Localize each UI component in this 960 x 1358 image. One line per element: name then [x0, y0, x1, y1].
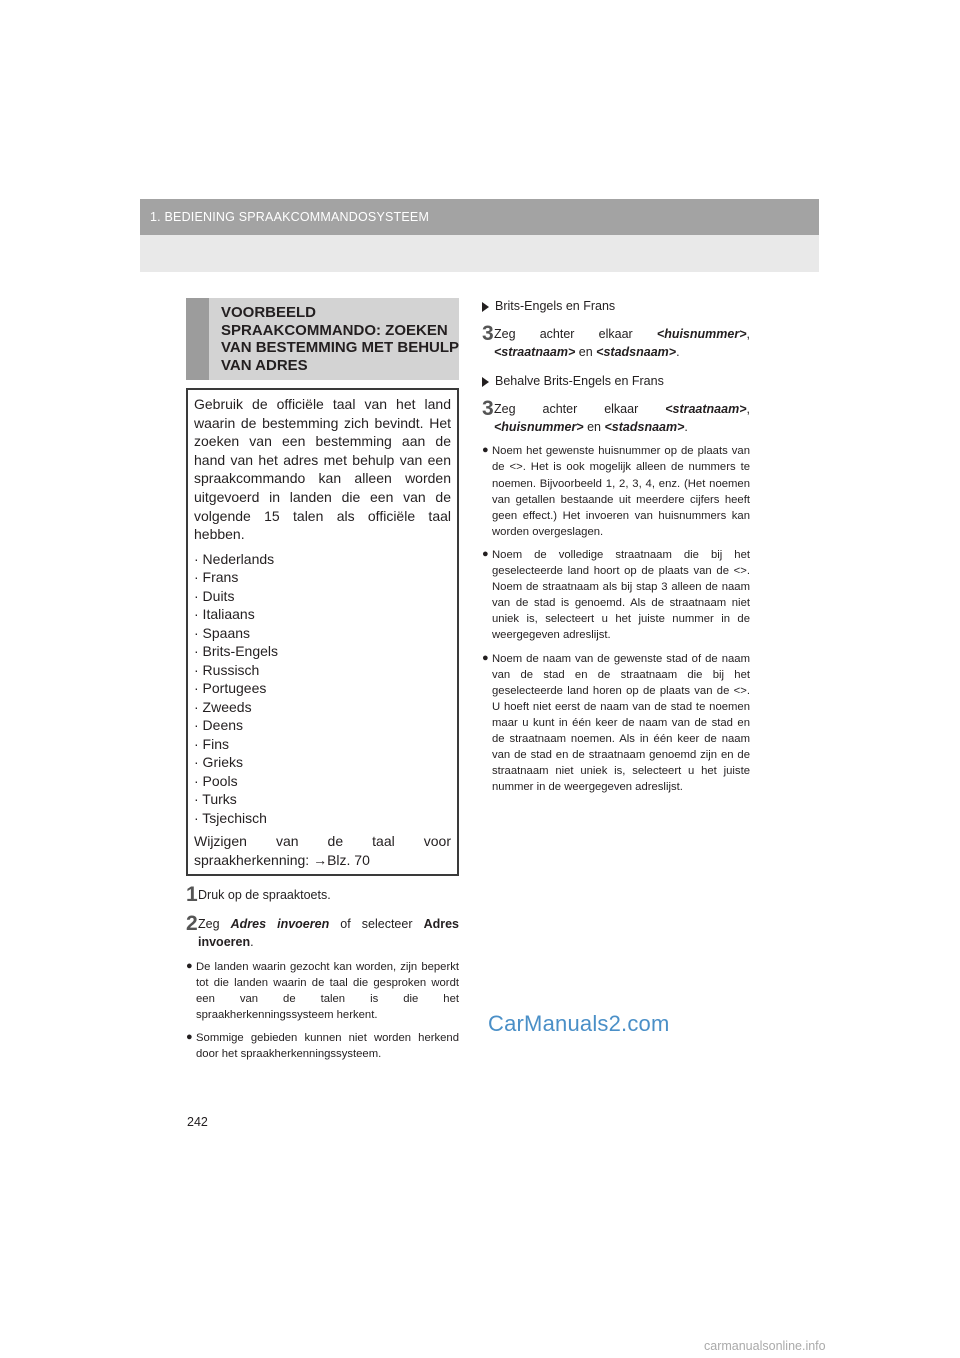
- step-number: 3: [482, 397, 494, 421]
- language-item: · Italiaans: [194, 606, 255, 623]
- section-heading: [186, 298, 459, 380]
- section-title: VOORBEELD SPRAAKCOMMANDO: ZOEKEN VAN BESTEMMING MET BEHULP VAN ADRES: [221, 304, 459, 374]
- watermark: CarManuals2.com: [488, 1011, 670, 1036]
- header-bar: [140, 199, 819, 235]
- section-heading-bar: [186, 298, 209, 380]
- step-text: [494, 399, 750, 436]
- language-list: [194, 550, 451, 828]
- step-text-part: Zeg: [198, 917, 231, 932]
- voice-command: Adres invoeren: [230, 917, 330, 932]
- step-number: 3: [482, 322, 494, 345]
- step-number: 2: [186, 912, 198, 936]
- language-item: · Fins: [194, 735, 229, 752]
- step-text-part: Zeg achter elkaar: [494, 402, 666, 417]
- button-reference: Adres invoeren: [198, 917, 459, 950]
- step-text: [198, 914, 459, 951]
- language-item: · Spaans: [194, 624, 251, 641]
- step-text-part: .: [250, 935, 254, 950]
- header-band: [140, 199, 819, 272]
- note-bullet: [482, 651, 750, 796]
- case-heading: [482, 373, 750, 390]
- step-text-part: of selecteer: [329, 917, 424, 932]
- bullet-icon: ●: [186, 959, 193, 972]
- language-item: · Grieks: [194, 754, 243, 771]
- language-item: · Nederlands: [194, 550, 275, 567]
- step-number: 1: [186, 883, 198, 907]
- page-number: 242: [187, 1115, 208, 1129]
- step-text-part: ,: [746, 402, 750, 417]
- step-text: [494, 324, 750, 361]
- right-column: [482, 298, 750, 795]
- note-bullet: [186, 1030, 459, 1062]
- language-item: · Deens: [194, 717, 244, 734]
- placeholder-term: <stadsnaam>: [596, 344, 677, 359]
- bullet-icon: ●: [482, 547, 489, 560]
- step-text: Druk op de spraaktoets.: [198, 888, 331, 903]
- step-text-part: .: [676, 344, 680, 359]
- left-column: [186, 298, 459, 1062]
- case-label: Behalve Brits-Engels en Frans: [495, 374, 664, 389]
- language-item: · Russisch: [194, 661, 260, 678]
- note-text: Noem de volledige straatnaam die bij het geselecteerde land hoort op de plaats van de <>. Noem de straatnaam als bij stap 3 alleen de naam van de stad is genoemd. Als de straatnaam niet uniek is, selecteert u het juiste nummer in de weergegeven adreslijst.: [492, 548, 750, 642]
- arrow-right-icon: [482, 302, 489, 312]
- note-text: Noem het gewenste huisnummer op de plaats van de <>. Het is ook mogelijk alleen de nummers te noemen. Bijvoorbeeld 1, 2, 3, 4, enz. (Het noemen van getallen bestaande uit meerdere cijfers heeft geen effect.) Het invoeren van huisnummers kan worden overgeslagen.: [492, 445, 750, 538]
- language-item: · Turks: [194, 791, 237, 808]
- bullet-icon: ●: [482, 444, 489, 457]
- step-3b: [482, 399, 750, 436]
- language-item: · Frans: [194, 569, 239, 586]
- step-text-part: .: [684, 419, 688, 434]
- step-text-part: ,: [746, 327, 750, 341]
- arrow-right-icon: [482, 377, 489, 387]
- placeholder-term: <straatnaam>: [665, 402, 747, 417]
- case-label: Brits-Engels en Frans: [495, 299, 616, 313]
- placeholder-term: <stadsnaam>: [604, 419, 685, 434]
- language-item: · Pools: [194, 772, 238, 789]
- language-item: · Portugees: [194, 680, 267, 697]
- step-1: [186, 885, 459, 905]
- language-item: · Duits: [194, 587, 235, 604]
- step-2: [186, 914, 459, 951]
- bullet-icon: ●: [482, 651, 489, 664]
- step-text-part: Zeg achter elkaar: [494, 327, 657, 341]
- case-heading: [482, 298, 750, 315]
- note-text: Sommige gebieden kunnen niet worden herkend door het spraakherkenningssysteem.: [196, 1032, 459, 1061]
- note-bullet: [482, 547, 750, 644]
- info-box-intro: Gebruik de officiële taal van het land waarin de bestemming zich bevindt. Het zoeken van een bestemming aan de hand van het adres met behulp van een spraakcommando kan alleen worden uitgevoerd in landen die een van de volgende 15 talen als officiële taal hebben.: [194, 396, 451, 543]
- placeholder-term: <huisnummer>: [494, 419, 584, 434]
- step-text-part: en: [583, 419, 605, 434]
- language-item: · Brits-Engels: [194, 643, 279, 660]
- placeholder-term: <huisnummer>: [656, 327, 747, 341]
- note-bullet: [482, 443, 750, 540]
- step-text-part: en: [575, 344, 597, 359]
- language-item: · Zweeds: [194, 698, 252, 715]
- note-text: Noem de naam van de gewenste stad of de naam van de stad en de straatnaam die bij het geselecteerde land horen op de plaats van de <>. U hoeft niet eerst de naam van de stad te noemen maar u kunt in één keer de naam van de stad en de straatnaam noemen. Als in één keer de naam van de stad en de straatnaam genoemd zijn en de straatnaam niet uniek is, selecteert u het juiste nummer in de weergegeven adreslijst.: [492, 652, 750, 794]
- note-text: De landen waarin gezocht kan worden, zijn beperkt tot die landen waarin de taal die gesproken wordt een van de talen is die het spraakherkenningssysteem herkent.: [196, 960, 459, 1021]
- info-box: [186, 388, 459, 876]
- language-item: · Tsjechisch: [194, 809, 267, 826]
- footer-watermark: carmanualsonline.info: [704, 1339, 826, 1353]
- step-3a: [482, 324, 750, 361]
- placeholder-term: <straatnaam>: [494, 344, 576, 359]
- bullet-icon: ●: [186, 1031, 193, 1043]
- chapter-title: 1. BEDIENING SPRAAKCOMMANDOSYSTEEM: [150, 210, 430, 224]
- note-bullet: [186, 959, 459, 1023]
- language-change-reference[interactable]: Wijzigen van de taal voor spraakherkenning: →Blz. 70: [194, 833, 451, 868]
